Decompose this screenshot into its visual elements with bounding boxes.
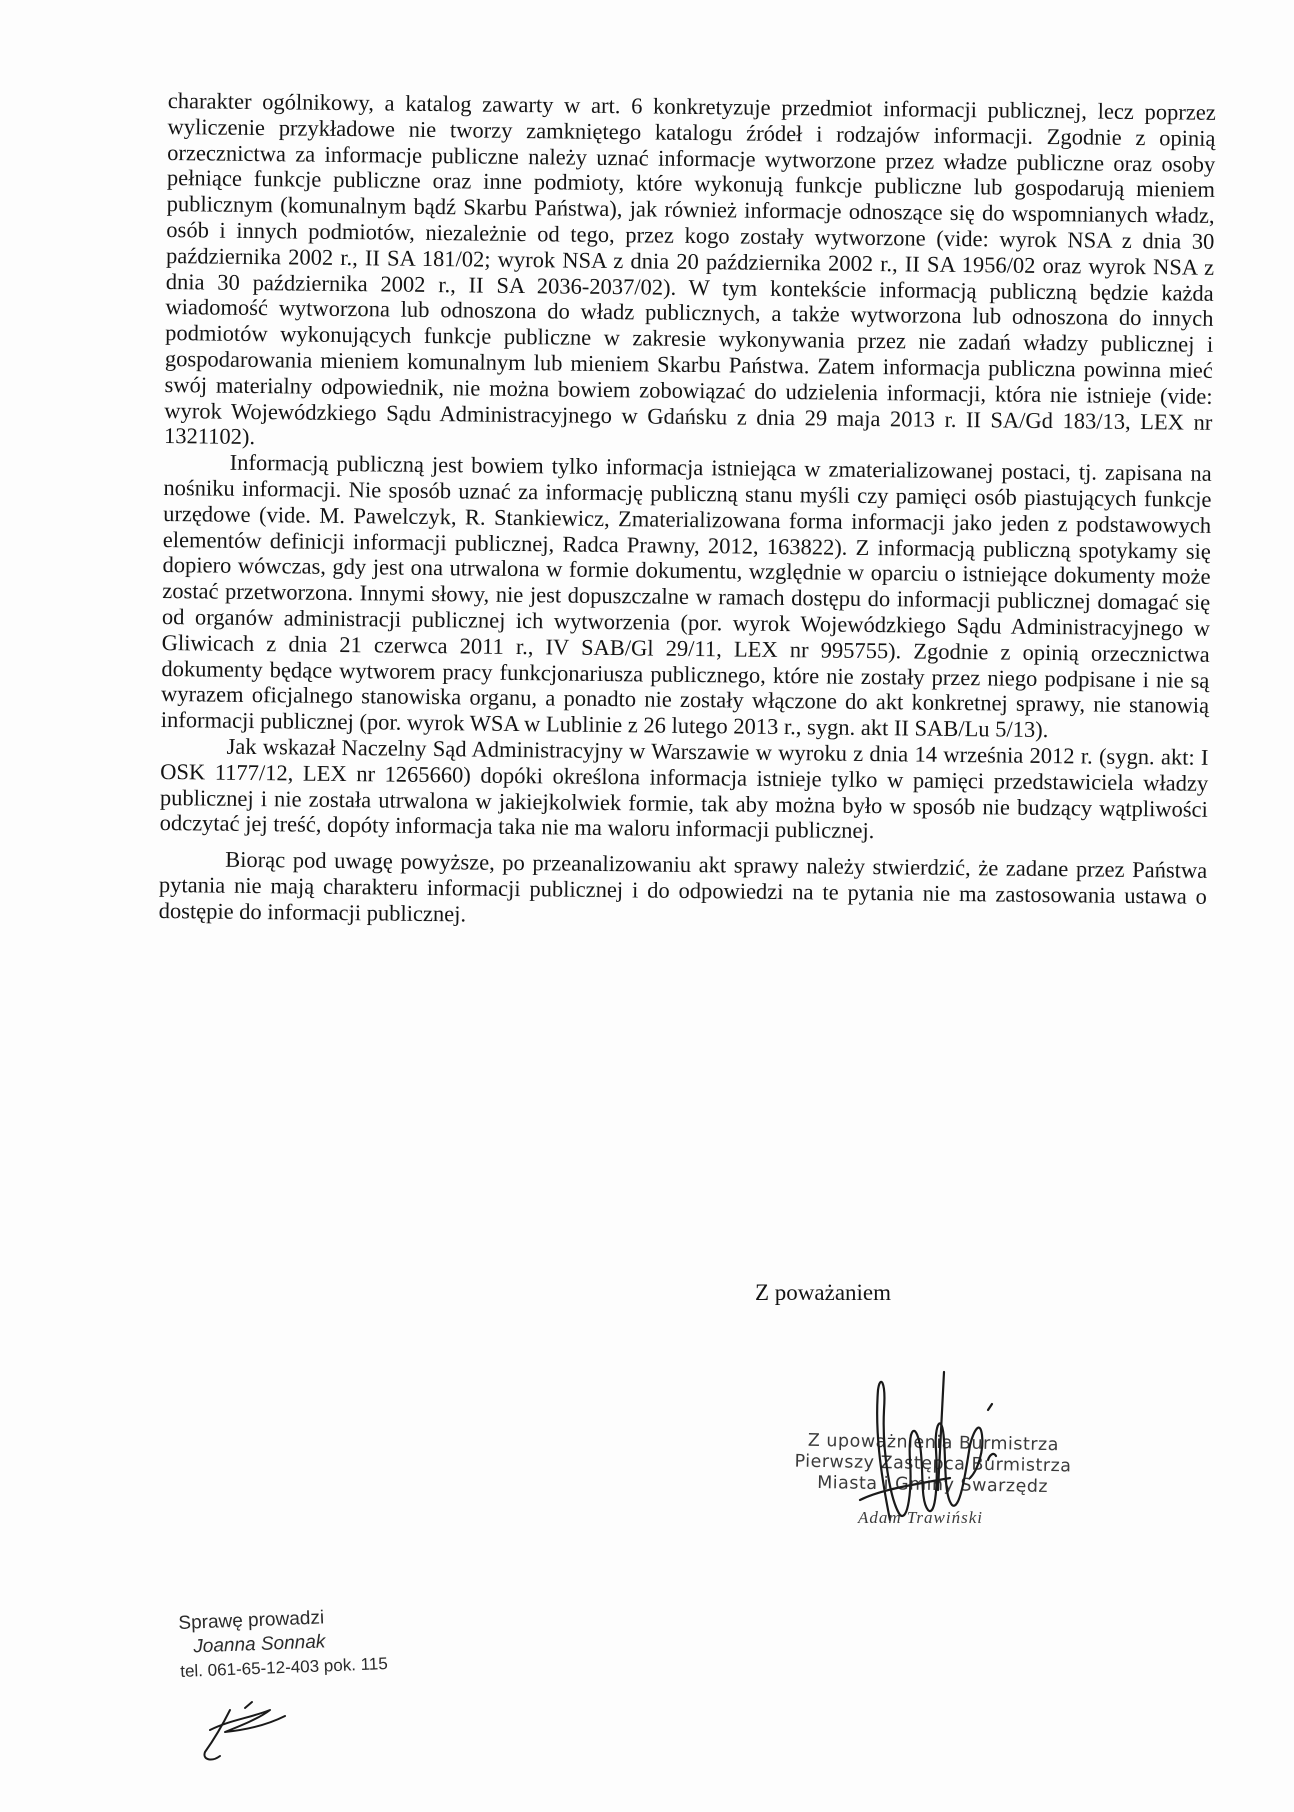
stamp-signatory-name: Adam Trawiński [858,1508,983,1527]
letter-body [159,88,1216,935]
case-handler-block [178,1604,388,1684]
paragraph-2: Informacją publiczną jest bowiem tylko informacja istniejąca w zmaterializowanej postaci, tj. zapisana na nośniku informacji. Nie sposób uznać za informację publiczną stanu myśli czy pamięci osób piastujących funkcje urzędowe (vide. M. Pawelczyk, R. Stankiewicz, Zmaterializowana forma informacji jako jeden z podstawowych elementów definicji informacji publicznej, Radca Prawny, 2012, 163822). Z informacją publiczną spotykamy się dopiero wówczas, gdy jest ona utrwalona w formie dokumentu, względnie w oparciu o istniejące dokumenty może zostać przetworzona. Innymi słowy, nie jest dopuszczalne w ramach dostępu do informacji publicznej domagać się od organów administracji publicznej ich wytworzenia (por. wyrok Wojewódzkiego Sądu Administracyjnego w Gliwicach z dnia 21 czerwca 2011 r., IV SAB/Gl 29/11, LEX nr 995755). Zgodnie z opinią orzecznictwa dokumenty będące wytworem pracy funkcjonariusza publicznego, które nie zostały przez niego podpisane i nie są wyrazem oficjalnego stanowiska organu, a ponadto nie zostały włączone do akt konkretnej sprawy, nie stanowią informacji publicznej (por. wyrok WSA w Lublinie z 26 lutego 2013 r., sygn. akt II SAB/Lu 5/13). [160,449,1212,743]
stamp-line-1: Z upoważnienia Burmistrza [807,1430,1060,1456]
handler-phone: tel. 061-65-12-403 pok. 115 [179,1653,389,1681]
paragraph-1: charakter ogólnikowy, a katalog zawarty w art. 6 konkretyzuje przedmiot informacji publicznej, lecz poprzez wyliczenie przykładowe nie tworzy zamkniętego katalogu źródeł i rodzajów informacji. Zgodnie z opinią orzecznictwa za informacje publiczne należy uznać informacje wytworzone przez władze publiczne oraz osoby pełniące funkcje publiczne oraz inne podmioty, które wykonują funkcje publiczne lub gospodarują mieniem publicznym (komunalnym bądź Skarbu Państwa), jak również informacje odnoszące się do wspomnianych władz, osób i innych podmiotów, niezależnie od tego, przez kogo zostały wytworzone (vide: wyrok NSA z dnia 30 października 2002 r., II SA 181/02; wyrok NSA z dnia 20 października 2002 r., II SA 1956/02 oraz wyrok NSA z dnia 30 października 2002 r., II SA 2036-2037/02). W tym kontekście informacją publiczną będzie każda wiadomość wytworzona lub odnoszona do władz publicznych, a także wytworzona lub odnoszona do innych podmiotów wykonujących funkcje publiczne w zakresie wykonywania przez nie zadań władzy publicznej i gospodarowania mieniem komunalnym lub mieniem Skarbu Państwa. Zatem informacja publiczna powinna mieć swój materialny odpowiednik, nie można bowiem zobowiązać do udzielenia informacji, która nie istnieje (vide: wyrok Wojewódzkiego Sądu Administracyjnego w Gdańsku z dnia 29 maja 2013 r. II SA/Gd 183/13, LEX nr 1321102). [163,88,1216,450]
handwritten-initials [190,1690,300,1770]
handler-name: Joanna Sonnak [192,1631,326,1658]
stamp-line-2: Pierwszy Zastępca Burmistrza [794,1451,1072,1477]
stamp-line-3: Miasta i Gminy Swarzędz [817,1472,1049,1498]
handler-label: Sprawę prowadzi [178,1607,325,1634]
closing-salutation: Z poważaniem [755,1280,892,1305]
paragraph-3: Jak wskazał Naczelny Sąd Administracyjny w Warszawie w wyroku z dnia 14 września 2012 r. (sygn. akt: I OSK 1177/12, LEX nr 1265660) dopóki określona informacja istnieje tylko w pamięci przedstawiciela władzy publicznej i nie została utrwalona w jakiejkolwiek formie, tak aby można było w sposób nie budzący wątpliwości odczytać jej treść, dopóty informacja taka nie ma waloru informacji publicznej. [159,733,1209,844]
paragraph-4: Biorąc pod uwagę powyższe, po przeanalizowaniu akt sprawy należy stwierdzić, że zadane przez Państwa pytania nie mają charakteru informacji publicznej i do odpowiedzi na te pytania nie ma zastosowania ustawa o dostępie do informacji publicznej. [158,846,1208,927]
